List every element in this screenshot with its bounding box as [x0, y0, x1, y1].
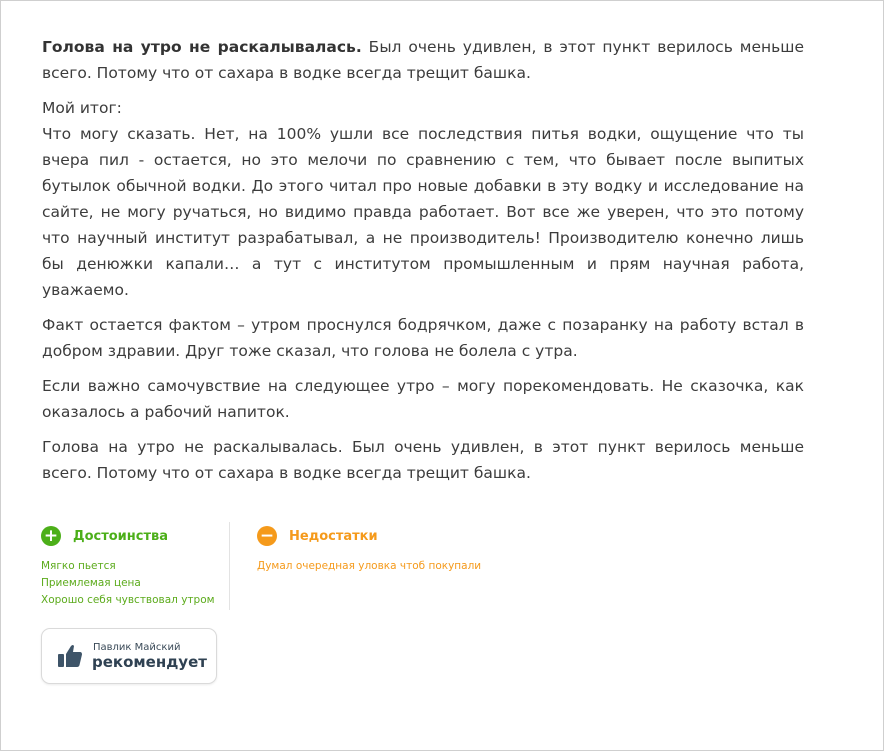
recommend-verb: рекомендует — [92, 653, 207, 671]
summary-label: Мой итог: — [42, 99, 122, 117]
review-text — [42, 34, 804, 495]
pros-list — [41, 558, 215, 609]
pros-heading: Достоинства — [73, 528, 169, 544]
pros-item: Хорошо себя чувствовал утром — [41, 594, 215, 606]
summary-text: Что могу сказать. Нет, на 100% ушли все последствия питья водки, ощущение что ты вчера пил - остается, но это мелочи по сравнению с тем, что бывает после выпитых бутылок обычной водки. До этого читал про новые добавки в эту водку и исследование на сайте, не могу ручаться, но видимо правда работает. Вот все же уверен, что это потому что научный институт разрабатывал, а не производитель! Производителю конечно лишь бы денюжки капали… а тут с институтом промышленным и прям научная работа, уважаемо. — [42, 125, 804, 299]
paragraph-5: Голова на утро не раскалывалась. Был очень удивлен, в этот пункт верилось меньше всего. Потому что от сахара в водке всегда трещит башка. — [42, 438, 804, 482]
cons-item: Думал очередная уловка чтоб покупали — [257, 560, 482, 572]
paragraph-4: Если важно самочувствие на следующее утро – могу порекомендовать. Не сказочка, как оказалось а рабочий напиток. — [42, 377, 804, 421]
paragraph-3: Факт остается фактом – утром проснулся бодрячком, даже с позаранку на работу встал в добром здравии. Друг тоже сказал, что голова не болела с утра. — [42, 316, 804, 360]
plus-circle-icon: + — [41, 526, 61, 546]
pros-item: Приемлемая цена — [41, 577, 141, 589]
thumbs-up-icon — [57, 643, 83, 669]
recommend-author: Павлик Майский — [93, 642, 181, 653]
pros-section — [41, 522, 215, 609]
minus-circle-icon: − — [257, 526, 277, 546]
cons-section — [257, 522, 481, 575]
cons-list — [257, 558, 481, 575]
paragraph-1-rest: Был очень удивлен, в этот пункт верилось меньше всего. Потому что от сахара в водке всегда трещит башка. — [42, 38, 804, 82]
paragraph-1-bold: Голова на утро не раскалывалась. — [42, 38, 362, 56]
pros-item: Мягко пьется — [41, 560, 116, 572]
cons-heading: Недостатки — [289, 528, 378, 544]
pros-cons-divider — [229, 522, 230, 610]
paragraph-1 — [42, 34, 804, 86]
recommend-badge — [41, 628, 217, 684]
